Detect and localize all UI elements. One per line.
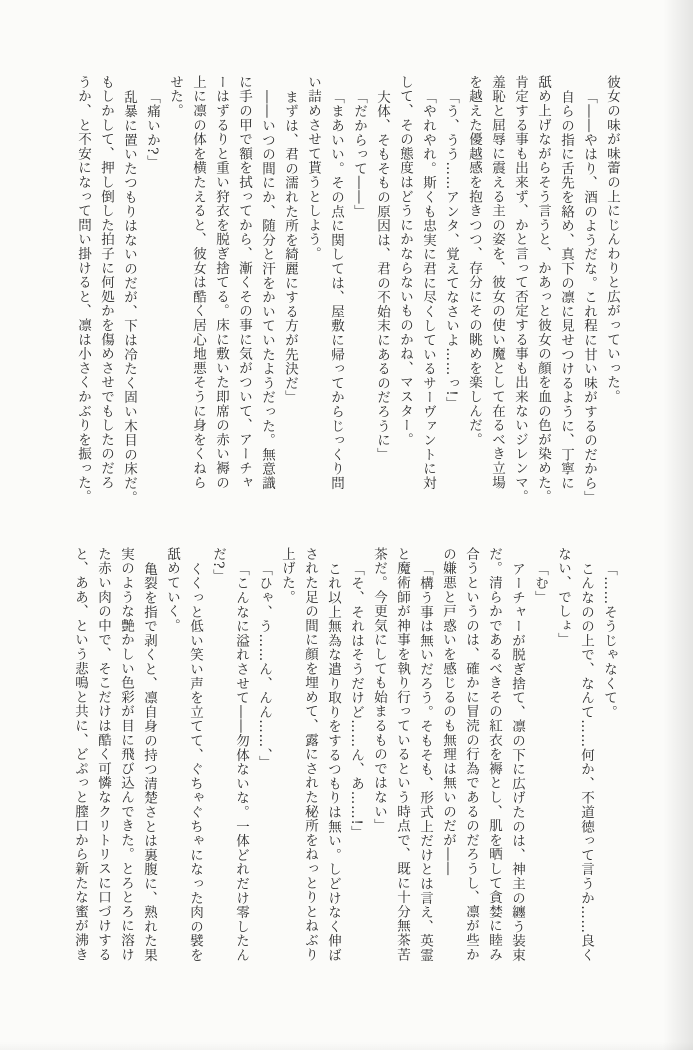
text-line: 「ひゃ、う……ん、んん……、」: [256, 561, 272, 770]
text-line: これ以上無為な遣り取りをするつもりは無い。しどけなく伸ば: [325, 561, 341, 963]
text-line: に手の甲で額を拭ってから、漸くその事に気がついて、アーチャ: [236, 75, 252, 490]
text-line: まずは、君の濡れた所を綺麗にする方が先決だ」: [282, 89, 298, 405]
text-line: と、ああ、という悲鳴と共に、どぷっと膣口から新たな蜜が沸き: [72, 547, 88, 962]
text-line: と魔術師が神事を執り行っているという時点で、既に十分無茶苦: [394, 547, 410, 962]
text-line: うか、と不安になって問い掛けると、凛は小さくかぶりを振った。: [75, 75, 91, 504]
text-line: の嫌悪と戸惑いを感じるのも無理は無いのだが――: [440, 547, 456, 876]
text-line: 「まあいい。その点に関しては、屋敷に帰ってからじっくり問: [328, 89, 344, 491]
text-line: だ?」: [210, 547, 226, 584]
text-line: 自らの指に舌先を絡め、真下の凛に見せつけるように、丁寧に: [558, 89, 574, 491]
text-line: 乱暴に置いたつもりはないのだが、下は冷たく固い木目の床だ。: [121, 89, 137, 505]
text-line: 羞恥と屈辱に震える主の姿を、彼女の使い魔として在るべき立場: [489, 75, 505, 490]
text-line: 実のような艶かしい色彩が目に飛び込んできた。とろとろに溶け: [118, 547, 134, 962]
text-line: 「……そうじゃなくて。: [601, 561, 617, 720]
text-line: 「う、うう……アンタ、覚えてなさいよ……っ!」: [443, 89, 459, 411]
text-line: 「こんなに溢れさせて――勿体ないな。一体どれだけ零したん: [233, 561, 249, 963]
text-line: 舐めていく。: [164, 547, 180, 633]
text-line: 彼女の味が味蕾の上にじんわりと広がっていった。: [604, 75, 620, 404]
text-line: ーはずるりと重い狩衣を脱ぎ捨てる。床に敷いた即席の赤い褥の: [213, 75, 229, 490]
text-line: だ。清らかであるべきその紅衣を褥とし、肌を晒して貪婪に睦み: [486, 547, 502, 962]
text-line: 「やれやれ。斯くも忠実に君に尽くしているサーヴァントに対: [420, 89, 436, 491]
text-line: 「そ、それはそうだけど……ん、あ……!」: [348, 561, 364, 840]
text-line: 合うというのは、確かに冒涜の行為であるのだろうし、凛が些か: [463, 547, 479, 962]
text-line: 「む」: [532, 561, 548, 605]
text-line: ない、でしょ」: [555, 547, 571, 648]
text-line: して、その態度はどうにかならないものかね、マスター。: [397, 75, 413, 447]
text-line: 「だからって――」: [351, 89, 367, 219]
text-line: 「痛いか?」: [144, 89, 160, 170]
text-block-top: [71, 75, 623, 513]
text-line: 茶だ。今更気にしても始まるものではない」: [371, 547, 387, 833]
text-block-bottom: [68, 547, 620, 989]
text-line: 「――やはり、酒のようだな。これ程に甘い味がするのだから」: [581, 89, 597, 505]
text-line: 上げた。: [279, 547, 295, 605]
text-line: を越えた優越感を抱きつつ、存分にその眺めを楽しんだ。: [466, 75, 482, 447]
text-line: ――いつの間にか、随分と汗をかいていたようだった。無意識: [259, 89, 275, 491]
page-edge-shadow-bottom: [0, 1042, 693, 1050]
text-line: い詰めさせて貰うとしよう。: [305, 75, 321, 261]
text-line: アーチャーが脱ぎ捨て、凛の下に広げたのは、神主の纏う装束: [509, 561, 525, 963]
text-line: 肯定する事も出来ず、かと言って否定する事も出来ないジレンマ。: [512, 75, 528, 504]
text-line: せた。: [167, 75, 183, 118]
text-line: もしかして、押し倒した拍子に何処かを傷めさせでもしたのだろ: [98, 75, 114, 490]
page-edge-shadow-right: [663, 0, 693, 1050]
text-line: た赤い肉の中で、そこだけは酷く可憐なクリトリスに口づけする: [95, 547, 111, 962]
text-line: 亀裂を指で剥くと、凛自身の持つ清楚さとは裏腹に、熟れた果: [141, 561, 157, 963]
text-line: 上に凛の体を横たえると、彼女は酷く居心地悪そうに身をくねら: [190, 75, 206, 490]
text-line: 舐め上げながらそう言うと、かあっと彼女の顔を血の色が染めた。: [535, 75, 551, 504]
text-line: こんなのの上で、なんて……何か、不道徳って言うか……良く: [578, 561, 594, 963]
text-line: 大体、そもそもの原因は、君の不始末にあるのだろうに」: [374, 89, 390, 462]
text-line: くくっと低い笑い声を立てて、ぐちゃぐちゃになった肉の襞を: [187, 561, 203, 963]
text-line: 「構う事は無いだろう。そもそも、形式上だけとは言え、英霊: [417, 561, 433, 963]
text-line: された足の間に顔を埋めて、露にされた秘所をねっとりとねぶり: [302, 547, 318, 962]
